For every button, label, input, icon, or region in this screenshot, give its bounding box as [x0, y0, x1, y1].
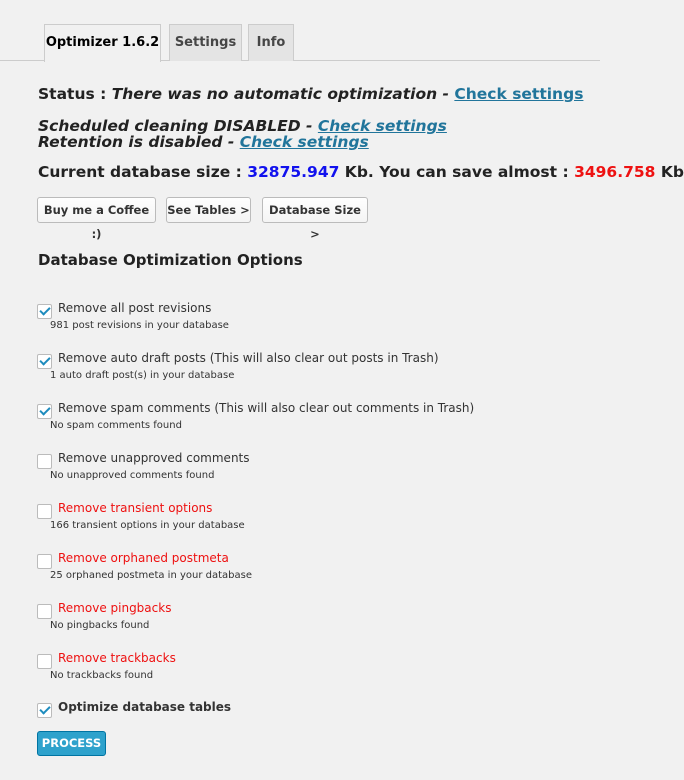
optimize-tables-label: Optimize database tables	[58, 700, 232, 714]
option-description: No spam comments found	[50, 420, 182, 431]
option-checkbox[interactable]	[37, 554, 52, 569]
db-size-value: 32875.947	[247, 163, 340, 181]
option-description: 981 post revisions in your database	[50, 320, 229, 331]
option-description: No unapproved comments found	[50, 470, 215, 481]
tab-info[interactable]: Info	[248, 24, 294, 61]
database-size-button[interactable]: Database Size >	[262, 197, 368, 223]
scheduled-cleaning-text: Scheduled cleaning DISABLED -	[38, 117, 318, 135]
retention-text: Retention is disabled -	[38, 133, 240, 151]
option-description: No pingbacks found	[50, 620, 150, 631]
option-description: 166 transient options in your database	[50, 520, 245, 531]
option-label: Remove trackbacks	[58, 651, 176, 665]
db-size-prefix: Current database size :	[38, 163, 248, 181]
option-label: Remove pingbacks	[58, 601, 172, 615]
optimize-tables-checkbox[interactable]	[37, 703, 52, 718]
tab-settings[interactable]: Settings	[169, 24, 242, 61]
status-prefix: Status :	[38, 85, 112, 103]
option-checkbox[interactable]	[37, 654, 52, 669]
option-label: Remove all post revisions	[58, 301, 212, 315]
option-description: 1 auto draft post(s) in your database	[50, 370, 235, 381]
section-title: Database Optimization Options	[38, 251, 303, 269]
status-message: There was no automatic optimization -	[111, 85, 455, 103]
see-tables-button[interactable]: See Tables >	[166, 197, 251, 223]
option-label: Remove unapproved comments	[58, 451, 250, 465]
tab-bar	[0, 0, 600, 61]
status-check-settings-link[interactable]: Check settings	[454, 85, 584, 103]
option-checkbox[interactable]	[37, 304, 52, 319]
option-checkbox[interactable]	[37, 504, 52, 519]
db-saving-value: 3496.758	[574, 163, 656, 181]
option-checkbox[interactable]	[37, 354, 52, 369]
option-description: No trackbacks found	[50, 670, 154, 681]
option-label: Remove transient options	[58, 501, 213, 515]
status-line	[38, 85, 583, 103]
option-checkbox[interactable]	[37, 404, 52, 419]
db-size-suffix: Kb	[655, 163, 684, 181]
option-checkbox[interactable]	[37, 604, 52, 619]
process-button[interactable]: PROCESS	[37, 731, 106, 756]
option-label: Remove auto draft posts (This will also clear out posts in Trash)	[58, 351, 439, 365]
tab-optimizer[interactable]: Optimizer 1.6.2	[44, 24, 161, 62]
option-label: Remove spam comments (This will also clear out comments in Trash)	[58, 401, 475, 415]
option-label: Remove orphaned postmeta	[58, 551, 229, 565]
buy-coffee-button[interactable]: Buy me a Coffee :)	[37, 197, 156, 223]
option-description: 25 orphaned postmeta in your database	[50, 570, 253, 581]
retention-check-settings-link[interactable]: Check settings	[239, 133, 369, 151]
scheduled-check-settings-link[interactable]: Check settings	[317, 117, 447, 135]
database-size-line	[38, 163, 684, 181]
retention-line	[38, 133, 369, 151]
option-checkbox[interactable]	[37, 454, 52, 469]
db-size-middle: Kb. You can save almost :	[339, 163, 575, 181]
